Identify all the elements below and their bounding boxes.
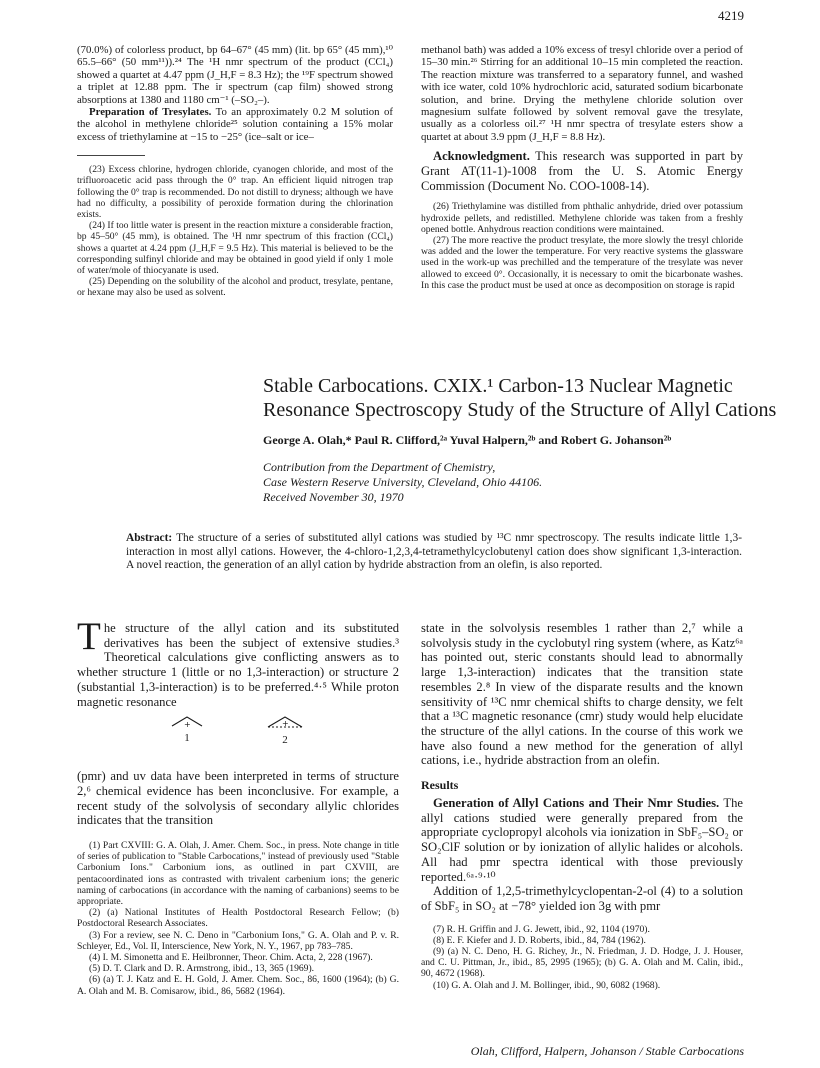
footnote-7: (7) R. H. Griffin and J. G. Jewett, ibid., 92, 1104 (1970). [433,923,650,935]
footnote-rule [77,155,145,156]
svg-text:+: + [184,720,191,730]
running-footer: Olah, Clifford, Halpern, Johanson / Stable Carbocations [470,1044,744,1058]
top-right-column [421,44,743,291]
experimental-paragraph-1: (70.0%) of colorless product, bp 64–67° (45 mm) (lit. bp 65° (45 mm),¹⁰ 65.5–66° (50 mm¹¹)).²⁴ The ¹H nmr spectrum of the product (CCl₄) showed a quartet at 4.47 ppm (J_H,F = 8.3 Hz); the ¹⁹F spectrum showed a triplet at 12.88 ppm. The ir spectrum (cap film) showed strong absorptions at 1380 and 1180 cm⁻¹ (–SO₂–). [77,44,393,106]
received-date: Received November 30, 1970 [263,490,404,504]
footnote-8: (8) E. F. Kiefer and J. D. Roberts, ibid., 84, 784 (1962). [433,934,646,946]
affiliation-line-2: Case Western Reserve University, Cleveland, Ohio 44106. [263,475,543,489]
footnote-6: (6) (a) T. J. Katz and E. H. Gold, J. Amer. Chem. Soc., 86, 1600 (1964); (b) G. A. Olah and M. B. Comisarow, ibid., 86, 5682 (1964). [77,974,399,997]
structure-2-label: 2 [282,734,288,747]
results-text-1: The allyl cations studied were generally prepared from the appropriate cyclopropyl alcohols via ionization in SbF₅–SO₂ or SO₂ClF solution or by ionization of allylic halides or alcohols. All had pmr spectra identical with those previously reported.⁶ᵃ·⁹·¹⁰ [421,796,743,884]
abstract [126,532,742,573]
footnote-1: (1) Part CXVIII: G. A. Olah, J. Amer. Chem. Soc., in press. Note change in title of series of publication to "Stable Carbocations," instead of previously used "Stable Carbonium Ions." Carbonium ions, as outlined in part CXVIII, are pentacoordinated ions as contrasted with trivalent carbenium ions; the generic naming of carbocations (in accordance with the naming of carbanions) seems to be appropriate. [77,840,399,908]
footnote-24: (24) If too little water is present in the reaction mixture a considerable fraction, bp 45–50° (45 mm), is obtained. The ¹H nmr spectrum of this fraction (CCl₄) shows a quartet at 4.24 ppm (J_H,F = 9.5 Hz). This material is believed to be the corresponding sulfinyl chloride and may be obtained in good yield if only 1 mole of water/mole of thiocyanate is used. [77,220,393,277]
acknowledgment [421,149,743,193]
results-subheading: Generation of Allyl Cations and Their Nmr Studies. [433,796,720,811]
bottom-right-column [421,621,743,991]
structure-2 [265,713,305,746]
article-title-line-1: Stable Carbocations. CXIX.¹ Carbon-13 Nuclear Magnetic [263,375,733,397]
structure-1 [167,713,207,744]
affiliation [263,460,783,505]
article-title [263,374,783,422]
results-paragraph-2: Addition of 1,2,5-trimethylcyclopentan-2-ol (4) to a solution of SbF₅ in SO₂ at −78° yielded ion 3g with pmr [421,884,743,913]
abstract-label: Abstract: [126,532,173,544]
top-left-column [77,44,393,299]
allyl-cation-structure-2-icon [266,713,304,731]
footnote-23: (23) Excess chlorine, hydrogen chloride, cyanogen chloride, and most of the trifluoroacetic acid pass through the 0° trap. An efficient liquid nitrogen trap following the 0° trap is recommended. Do not distill to dryness; although we have had no difficulty, a possibility of peroxide formation during the chlorination exists. [77,164,393,221]
results-paragraph-1 [421,796,743,884]
abstract-text: The structure of a series of substituted allyl cations was studied by ¹³C nmr spectroscopy. The results indicate little 1,3-interaction in most allyl cations. However, the 4-chloro-1,2,3,4-tetramethylcyclobutenyl cation does show significant 1,3-interaction. A novel reaction, the generation of an allyl cation by hydride abstraction from an olefin, is also reported. [126,532,742,572]
footnote-27: (27) The more reactive the product tresylate, the more slowly the tresyl chloride was added and the lower the temperature. For very reactive systems the glassware used in the work-up was prechilled and the temperature of the tresylate was never allowed to exceed 0°. Occasionally, it is necessary to omit the bicarbonate washes. In this case the product must be used at once as decomposition on storage is rapid [421,234,743,291]
article-title-line-2: Resonance Spectroscopy Study of the Structure of Allyl Cations [263,399,777,421]
page-number: 4219 [718,8,744,23]
footnote-3: (3) For a review, see N. C. Deno in "Carbonium Ions," G. A. Olah and P. v. R. Schleyer, Ed., Vol. II, Interscience, New York, N. Y., 1967, pp 783–785. [77,929,399,952]
introduction-text-1: he structure of the allyl cation and its substituted derivatives has been the subject of extensive studies.³ Theoretical calculations give conflicting answers as to whether structure 1 (little or no 1,3-interaction) or structure 2 (substantial 1,3-interaction) is to be preferred.⁴·⁵ While proton magnetic resonance [77,621,399,709]
structures [77,713,399,767]
results-heading: Results [421,778,459,793]
authors: George A. Olah,* Paul R. Clifford,²ᵃ Yuval Halpern,²ᵇ and Robert G. Johanson²ᵇ [263,433,672,447]
bottom-left-column [77,615,399,997]
acknowledgment-text: This research was supported in part by Grant AT(11-1)-1008 from the U. S. Atomic Energy Commission (Document No. COO-1008-14). [421,149,743,193]
experimental-paragraph-3: methanol bath) was added a 10% excess of tresyl chloride over a period of 15–30 min.²⁶ Stirring for an additional 10–15 min completed the reaction. The reaction mixture was transferred to a separatory funnel, and washed with ice water, cold 10% hydrochloric acid, saturated sodium bicarbonate solution, and brine. Drying the methylene chloride solution over magnesium sulfate followed by solvent removal gave the tresylate, usually as a colorless oil.²⁷ ¹H nmr spectra of tresylate esters show a quartet at about 3.9 ppm (J_H,F = 8.8 Hz). [421,44,743,143]
footnote-2: (2) (a) National Institutes of Health Postdoctoral Research Fellow; (b) Postdoctoral Research Associates. [77,907,399,930]
svg-text:+: + [282,719,289,729]
footnote-26: (26) Triethylamine was distilled from phthalic anhydride, dried over potassium hydroxide pellets, and redistilled. Methylene chloride was taken from a freshly opened bottle. Anhydrous reaction conditions were maintained. [421,201,743,235]
tresylates-text: To an approximately 0.2 M solution of the alcohol in methylene chloride²⁵ solution containing a 15% molar excess of triethylamine at −15 to −25° (ice–salt or ice– [77,106,393,143]
allyl-cation-structure-1-icon [170,713,204,729]
acknowledgment-head: Acknowledgment. [433,149,530,164]
introduction-paragraph-3: state in the solvolysis resembles 1 rather than 2,⁷ while a solvolysis study in the cyclobutyl ring system (where, as Katz⁶ᵃ has pointed out, steric constants should lead to abnormally large 1,3-interaction) indicates that the transition state resembles 2.⁸ In view of the disparate results and the known sensitivity of ¹³C nmr chemical shifts to charge density, we felt that a ¹³C magnetic resonance (cmr) study would help elucidate the structure of the allyl cations. In the course of this work we have also found a new method for the generation of allyl cations, i.e., hydride abstraction from an olefin. [421,621,743,768]
footnote-25: (25) Depending on the solubility of the alcohol and product, tresylate, pentane, or hexane may also be used as solvent. [77,276,393,299]
introduction-paragraph-1 [77,615,399,709]
footnote-4: (4) I. M. Simonetta and E. Heilbronner, Theor. Chim. Acta, 2, 228 (1967). [89,952,373,964]
introduction-paragraph-2: (pmr) and uv data have been interpreted in terms of structure 2,⁶ chemical evidence has been inconclusive. For example, a recent study of the solvolysis of secondary allylic chlorides indicates that the transition [77,769,399,828]
experimental-paragraph-2 [77,106,393,143]
structure-1-label: 1 [184,732,190,745]
footnote-9: (9) (a) N. C. Deno, H. G. Richey, Jr., N. Friedman, J. D. Hodge, J. J. Houser, and C. U. Pittman, Jr., ibid., 85, 2995 (1965); (b) G. A. Olah and M. Calin, ibid., 90, 4672 (1968). [421,946,743,980]
affiliation-line-1: Contribution from the Department of Chemistry, [263,460,496,474]
drop-cap: T [77,615,101,658]
footnote-10: (10) G. A. Olah and J. M. Bollinger, ibid., 90, 6082 (1968). [433,979,661,991]
footnote-5: (5) D. T. Clark and D. R. Armstrong, ibid., 13, 365 (1969). [89,963,315,975]
tresylates-run-in-head: Preparation of Tresylates. [89,106,212,119]
